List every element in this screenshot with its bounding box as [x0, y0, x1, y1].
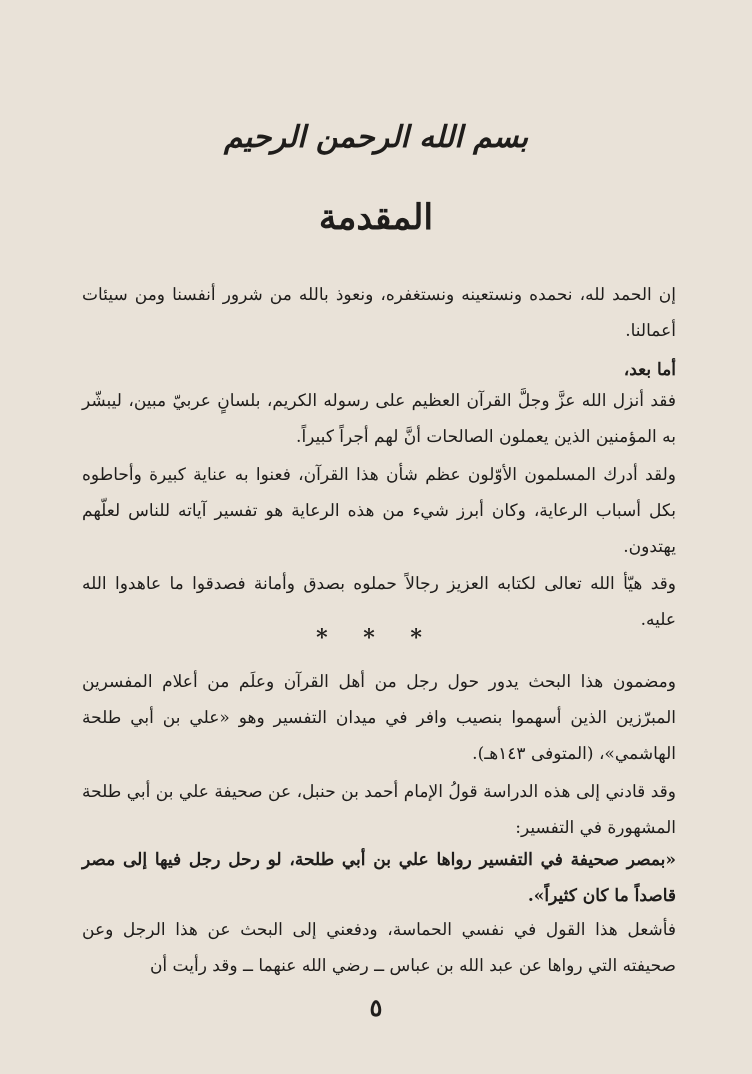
section-separator: * * * — [316, 625, 436, 651]
paragraph: أما بعد، — [623, 360, 676, 380]
paragraph: وقد هيّأ الله تعالى لكتابه العزيز رجالاً حملوه بصدق وأمانة فصدقوا ما عاهدوا الله عليه. — [82, 574, 676, 630]
quote-paragraph: «بمصر صحيفة في التفسير رواها علي بن أبي طلحة، لو رحل رجل فيها إلى مصر قاصداً ما كان كثيراً». — [82, 850, 676, 906]
paragraph: فقد أنزل الله عزَّ وجلَّ القرآن العظيم على رسوله الكريم، بلسانٍ عربيّ مبين، ليبشّر به المؤمنين الذين يعملون الصالحات أنَّ لهم أجراً كبيراً. — [82, 391, 676, 447]
paragraph: فأشعل هذا القول في نفسي الحماسة، ودفعني إلى البحث عن هذا الرجل وعن صحيفته التي رواها عن عبد الله بن عباس ــ رضي الله عنهما ــ وقد رأيت أن — [82, 920, 676, 976]
paragraph: ومضمون هذا البحث يدور حول رجل من أهل القرآن وعلَم من أعلام المفسرين المبرّزين الذين أسهموا بنصيب وافر في ميدان التفسير وهو «علي بن أبي طلحة الهاشمي»، (المتوفى ١٤٣هـ). — [82, 672, 676, 764]
basmala: بسم الله الرحمن الرحيم — [223, 120, 529, 155]
paragraph: إن الحمد لله، نحمده ونستعينه ونستغفره، ونعوذ بالله من شرور أنفسنا ومن سيئات أعمالنا. — [82, 285, 676, 341]
page-number: ٥ — [369, 993, 383, 1022]
paragraph: وقد قادني إلى هذه الدراسة قولُ الإمام أحمد بن حنبل، عن صحيفة علي بن أبي طلحة المشهورة في التفسير: — [82, 782, 676, 838]
page-title: المقدمة — [318, 197, 434, 238]
paragraph: ولقد أدرك المسلمون الأوّلون عظم شأن هذا القرآن، فعنوا به عناية كبيرة وأحاطوه بكل أسباب الرعاية، وكان أبرز شيء من هذه الرعاية هو تفسير آياته للناس لعلّهم يهتدون. — [82, 465, 676, 557]
